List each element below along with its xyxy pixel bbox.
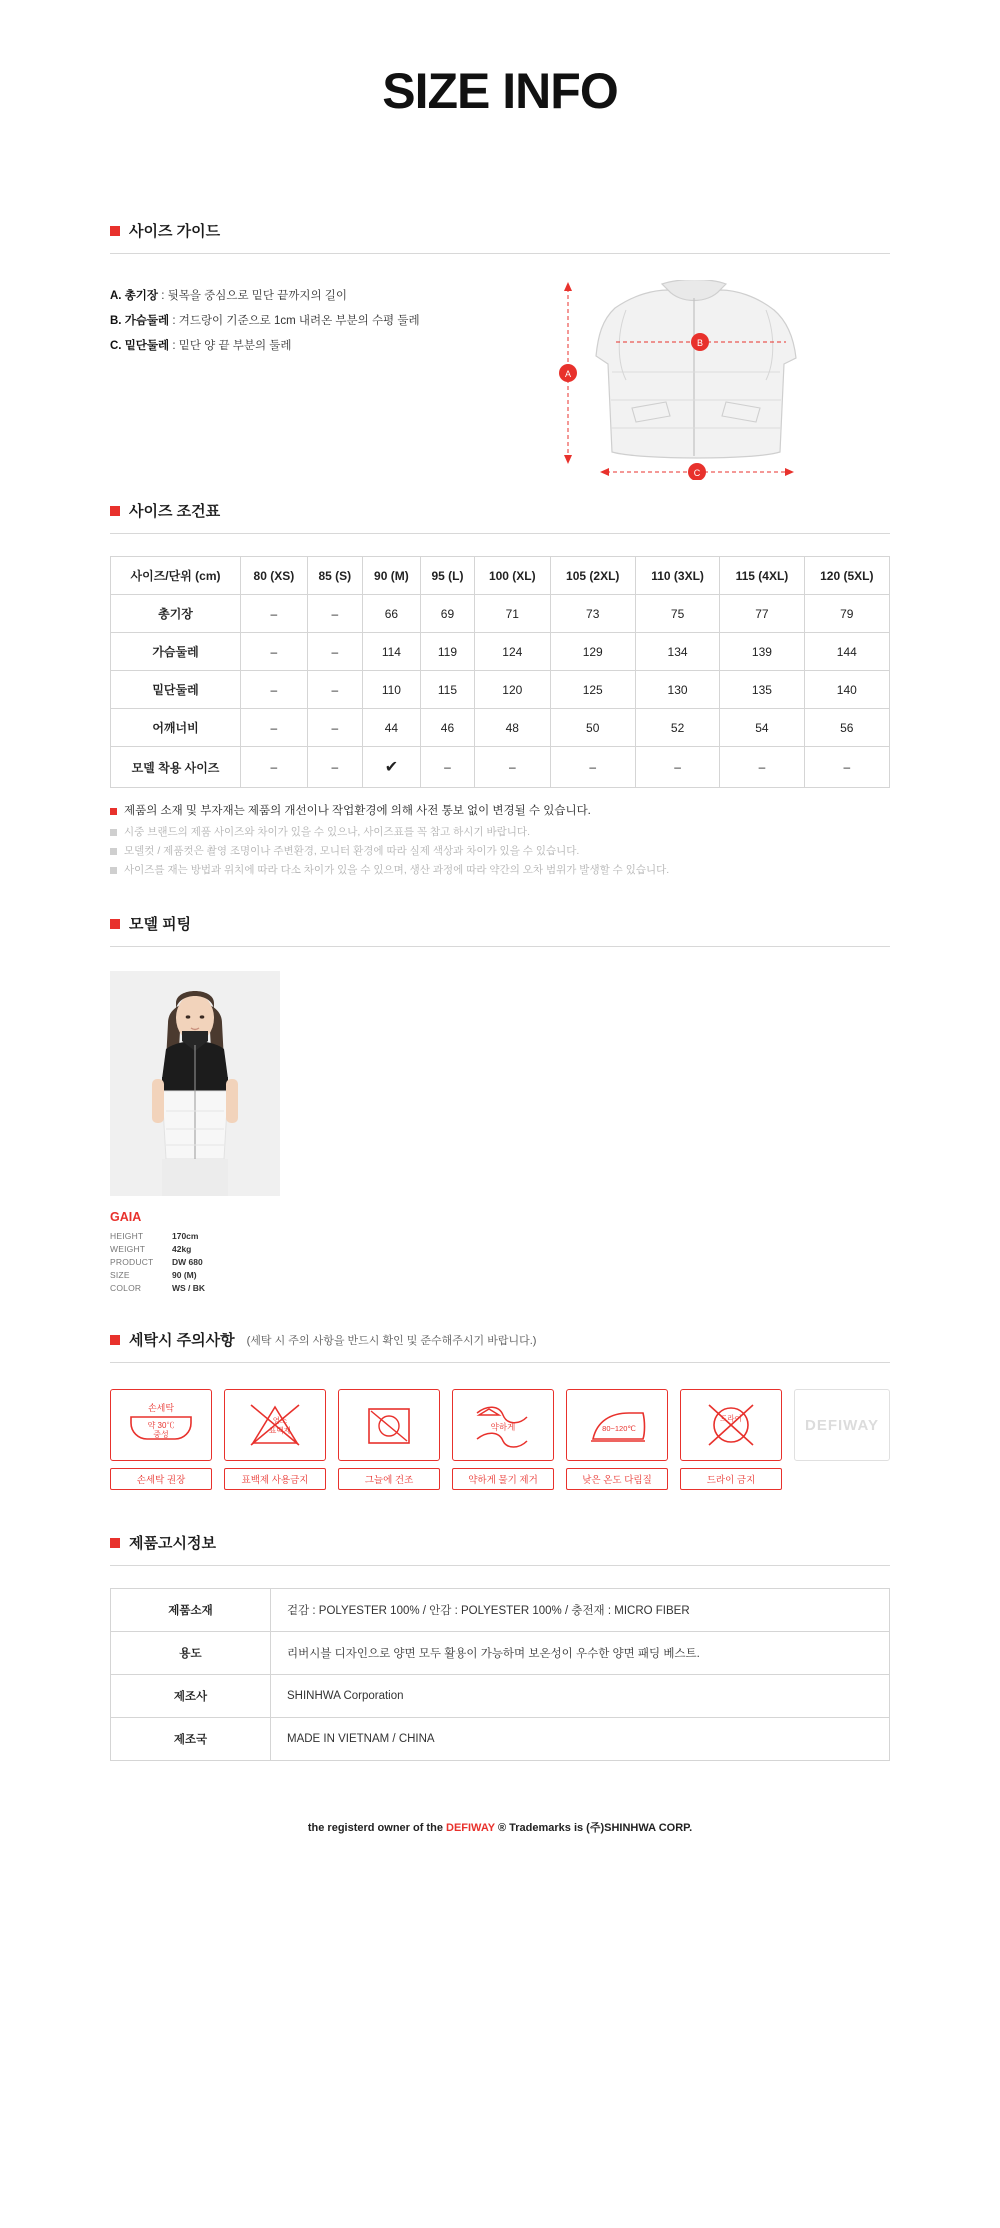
size-table-heading [110, 500, 890, 521]
row-label: 제조사 [111, 1675, 271, 1718]
spec-value: 170cm [172, 1231, 199, 1242]
care-item-brand-watermark [794, 1389, 890, 1490]
product-info-table [110, 1588, 890, 1761]
spec-key: COLOR [110, 1283, 142, 1294]
table-row [111, 709, 890, 747]
row-label: 어깨너비 [111, 709, 241, 747]
spec-value: 42kg [172, 1244, 192, 1255]
red-square-icon [110, 808, 117, 815]
size-guide-legend [110, 280, 540, 470]
cell: – [307, 747, 362, 788]
guide-line [110, 338, 540, 354]
cell: 50 [550, 709, 635, 747]
cell: – [241, 671, 308, 709]
care-title: 세탁시 주의사항 [129, 1332, 235, 1350]
model-fitting-title: 모델 피팅 [129, 916, 192, 934]
col-header: 80 (XS) [241, 557, 308, 595]
care-label: 드라이 금지 [680, 1468, 782, 1490]
cell: 56 [804, 709, 889, 747]
care-heading [110, 1329, 890, 1350]
row-label: 모델 착용 사이즈 [111, 747, 241, 788]
cell: 52 [635, 709, 719, 747]
svg-text:약하게: 약하게 [490, 1422, 516, 1433]
guide-line-desc: : 밑단 양 끝 부분의 둘레 [169, 340, 292, 353]
cell: 71 [475, 595, 551, 633]
cell: 48 [475, 709, 551, 747]
svg-text:손세탁: 손세탁 [147, 1403, 175, 1414]
cell: 54 [720, 709, 804, 747]
footer-post-text: ® Trademarks is (주)SHINHWA CORP. [494, 1822, 693, 1835]
product-info-heading [110, 1532, 890, 1553]
model-fitting-body [110, 971, 890, 1196]
grey-square-icon [110, 848, 117, 855]
svg-text:약 30℃: 약 30℃ [147, 1421, 175, 1431]
brand-watermark-text: DEFIWAY [805, 1416, 879, 1434]
note-item [110, 804, 890, 820]
col-header: 사이즈/단위 (cm) [111, 557, 241, 595]
care-item-no-dry-clean [680, 1389, 782, 1490]
gentle-wring-glyph [453, 1395, 553, 1455]
row-value: 리버시블 디자인으로 양면 모두 활용이 가능하며 보온성이 우수한 양면 패딩 베스트. [271, 1632, 890, 1675]
care-label: 손세탁 권장 [110, 1468, 212, 1490]
guide-line [110, 288, 540, 304]
red-square-icon [110, 506, 120, 516]
table-row-model-size [111, 747, 890, 788]
notes-list [110, 804, 890, 877]
divider [110, 253, 890, 254]
product-info-section [110, 1532, 890, 1761]
col-header: 120 (5XL) [804, 557, 889, 595]
col-header: 85 (S) [307, 557, 362, 595]
spec-key: HEIGHT [110, 1231, 144, 1242]
svg-text:중성: 중성 [153, 1430, 169, 1440]
spec-key: SIZE [110, 1270, 130, 1281]
no-bleach-icon [224, 1389, 326, 1461]
row-label: 제조국 [111, 1718, 271, 1761]
cell: – [307, 709, 362, 747]
care-item-hand-wash [110, 1389, 212, 1490]
guide-line-desc: : 뒷목을 중심으로 밑단 끝까지의 길이 [158, 290, 348, 302]
cell: 77 [720, 595, 804, 633]
care-item-shade-dry [338, 1389, 440, 1490]
red-square-icon [110, 1335, 120, 1345]
svg-text:표백제: 표백제 [269, 1426, 291, 1436]
cell: 135 [720, 671, 804, 709]
cell: – [241, 595, 308, 633]
low-heat-iron-icon [566, 1389, 668, 1461]
size-guide-body [110, 280, 890, 478]
care-item-no-bleach [224, 1389, 326, 1490]
table-row [111, 671, 890, 709]
spec-value: DW 680 [172, 1257, 203, 1268]
col-header: 95 (L) [420, 557, 474, 595]
cell: 44 [362, 709, 420, 747]
shade-dry-glyph [339, 1395, 439, 1455]
table-row [111, 1675, 890, 1718]
cell: 66 [362, 595, 420, 633]
cell: 125 [550, 671, 635, 709]
note-item [110, 844, 890, 858]
svg-text:드라이: 드라이 [720, 1414, 742, 1424]
cell: 129 [550, 633, 635, 671]
model-spec-block [110, 1210, 890, 1293]
svg-text:C: C [693, 468, 701, 478]
brand-watermark-icon [794, 1389, 890, 1461]
cell: – [241, 709, 308, 747]
row-label: 밑단둘레 [111, 671, 241, 709]
model-spec-row [110, 1270, 890, 1280]
size-guide-heading [110, 220, 890, 241]
cell: 144 [804, 633, 889, 671]
model-photo-illustration [110, 971, 280, 1196]
cell: 46 [420, 709, 474, 747]
model-size-check-icon: ✔ [362, 747, 420, 788]
model-fitting-heading [110, 913, 890, 934]
care-label: 약하게 물기 제거 [452, 1468, 554, 1490]
cell: 119 [420, 633, 474, 671]
cell: – [720, 747, 804, 788]
care-label: 표백제 사용금지 [224, 1468, 326, 1490]
footer-brand: DEFIWAY [446, 1822, 495, 1835]
model-name: GAIA [110, 1210, 142, 1225]
row-label: 용도 [111, 1632, 271, 1675]
note-item [110, 825, 890, 839]
guide-line-desc: : 겨드랑이 기준으로 1cm 내려온 부분의 수평 둘레 [169, 315, 420, 328]
col-header: 115 (4XL) [720, 557, 804, 595]
model-fitting-section [110, 913, 890, 1293]
table-header-row [111, 557, 890, 595]
table-row [111, 1718, 890, 1761]
svg-text:A: A [564, 369, 572, 379]
spec-value: WS / BK [172, 1283, 206, 1294]
table-row [111, 633, 890, 671]
cell: 130 [635, 671, 719, 709]
red-square-icon [110, 919, 120, 929]
table-row [111, 595, 890, 633]
note-text: 모델컷 / 제품컷은 촬영 조명이나 주변환경, 모니터 환경에 따라 실제 색상과 차이가 있을 수 있습니다. [124, 844, 580, 857]
grey-square-icon [110, 829, 117, 836]
cell: 79 [804, 595, 889, 633]
model-spec-row [110, 1257, 890, 1267]
row-label: 제품소재 [111, 1589, 271, 1632]
cell: – [635, 747, 719, 788]
row-label: 총기장 [111, 595, 241, 633]
col-header: 90 (M) [362, 557, 420, 595]
row-value: 겉감 : POLYESTER 100% / 안감 : POLYESTER 100% / 충전재 : MICRO FIBER [271, 1589, 890, 1632]
cell: – [420, 747, 474, 788]
cell: 124 [475, 633, 551, 671]
guide-line-label: C. 밑단둘레 [110, 340, 170, 353]
cell: 115 [420, 671, 474, 709]
cell: 120 [475, 671, 551, 709]
hand-wash-glyph [111, 1395, 211, 1455]
cell: – [307, 633, 362, 671]
vest-illustration-svg [540, 280, 870, 480]
no-bleach-glyph [225, 1395, 325, 1455]
cell: 139 [720, 633, 804, 671]
cell: 140 [804, 671, 889, 709]
care-subtitle: (세탁 시 주의 사항을 반드시 확인 및 준수해주시기 바랍니다.) [246, 1334, 537, 1347]
spec-key: WEIGHT [110, 1244, 146, 1255]
cell: – [307, 595, 362, 633]
no-dry-clean-icon [680, 1389, 782, 1461]
col-header: 105 (2XL) [550, 557, 635, 595]
grey-square-icon [110, 867, 117, 874]
note-item [110, 863, 890, 877]
col-header: 100 (XL) [475, 557, 551, 595]
red-square-icon [110, 1538, 120, 1548]
model-spec-row [110, 1231, 890, 1241]
footer-pre-text: the registerd owner of the [307, 1822, 446, 1835]
cell: 69 [420, 595, 474, 633]
red-square-icon [110, 226, 120, 236]
vest-diagram [540, 280, 890, 478]
spec-key: PRODUCT [110, 1257, 154, 1268]
size-table-title: 사이즈 조건표 [129, 503, 221, 520]
page-title: SIZE INFO [382, 63, 618, 119]
page-title-wrap [0, 0, 1000, 120]
guide-line-label: A. 총기장 [110, 290, 159, 302]
row-value: MADE IN VIETNAM / CHINA [271, 1718, 890, 1761]
no-dry-clean-glyph [681, 1395, 781, 1455]
care-item-gentle-wring [452, 1389, 554, 1490]
table-row [111, 1632, 890, 1675]
cell: – [307, 671, 362, 709]
divider [110, 533, 890, 534]
care-icons-row [110, 1389, 890, 1490]
model-photo [110, 971, 280, 1196]
care-item-low-heat-iron [566, 1389, 668, 1490]
divider [110, 1362, 890, 1363]
shade-dry-icon [338, 1389, 440, 1461]
size-guide-section [110, 220, 890, 478]
table-row [111, 1589, 890, 1632]
svg-text:B: B [696, 338, 704, 348]
cell: – [241, 633, 308, 671]
care-label: 낮은 온도 다림질 [566, 1468, 668, 1490]
product-info-title: 제품고시정보 [129, 1535, 216, 1553]
model-spec-row [110, 1283, 890, 1293]
cell: – [475, 747, 551, 788]
guide-line-label: B. 가슴둘레 [110, 315, 170, 328]
cell: 73 [550, 595, 635, 633]
size-table [110, 556, 890, 788]
note-text: 제품의 소재 및 부자재는 제품의 개선이나 작업환경에 의해 사전 통보 없이 변경될 수 있습니다. [124, 805, 591, 817]
note-text: 시중 브랜드의 제품 사이즈와 차이가 있을 수 있으나, 사이즈표를 꼭 참고 하시기 바랍니다. [124, 825, 530, 838]
guide-line [110, 313, 540, 329]
divider [110, 946, 890, 947]
care-label: 그늘에 건조 [338, 1468, 440, 1490]
cell: 75 [635, 595, 719, 633]
cell: – [241, 747, 308, 788]
cell: 114 [362, 633, 420, 671]
row-label: 가슴둘레 [111, 633, 241, 671]
hand-wash-icon [110, 1389, 212, 1461]
col-header: 110 (3XL) [635, 557, 719, 595]
cell: – [550, 747, 635, 788]
svg-text:80~120℃: 80~120℃ [602, 1424, 636, 1434]
cell: 110 [362, 671, 420, 709]
cell: – [804, 747, 889, 788]
gentle-wring-icon [452, 1389, 554, 1461]
svg-text:염소: 염소 [272, 1416, 288, 1426]
size-guide-title: 사이즈 가이드 [129, 223, 221, 240]
row-value: SHINHWA Corporation [271, 1675, 890, 1718]
spec-value: 90 (M) [172, 1270, 197, 1281]
footer [0, 1819, 1000, 1875]
model-spec-row [110, 1244, 890, 1254]
care-section [110, 1329, 890, 1490]
size-table-section [110, 500, 890, 877]
cell: 134 [635, 633, 719, 671]
note-text: 사이즈를 재는 방법과 위치에 따라 다소 차이가 있을 수 있으며, 생산 과정에 따라 약간의 오차 범위가 발생할 수 있습니다. [124, 863, 670, 876]
divider [110, 1565, 890, 1566]
low-heat-iron-glyph [567, 1395, 667, 1455]
